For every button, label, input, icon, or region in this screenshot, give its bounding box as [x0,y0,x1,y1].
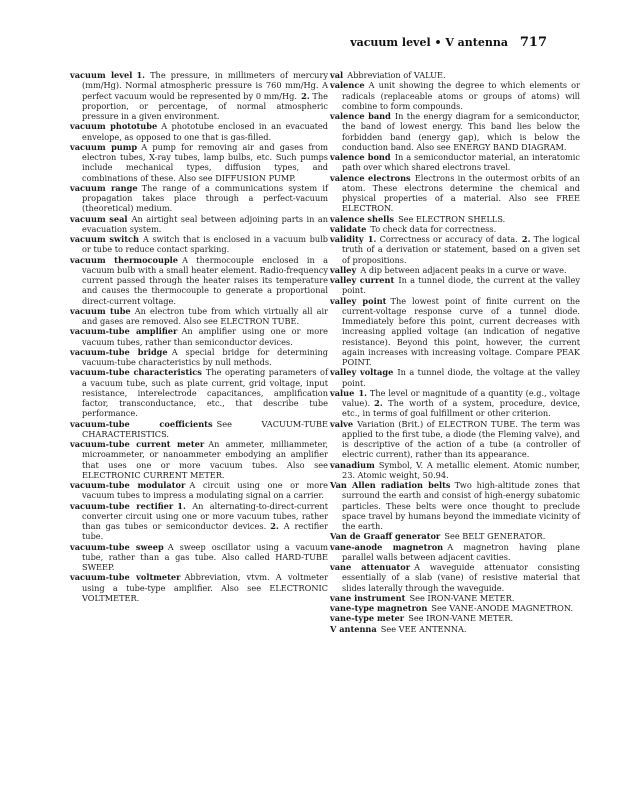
dictionary-entry [70,70,328,121]
sense-number: 1. [177,500,186,511]
entry-definition: A special bridge for determining vacuum-tube characteristics by null methods. [82,346,329,367]
entry-definition: A sweep oscillator using a vacuum tube, rather than a gas tube. Also called HARD-TUBE SWEEP. [82,541,328,572]
entry-term: valence electrons [330,172,411,183]
entry-definition: The level or magnitude of a quantity (e.g., voltage value). [342,387,581,408]
entry-definition: An airtight seal between adjoining parts in an evacuation system. [82,213,328,234]
entry-term: vacuum tube [70,305,131,316]
dictionary-entry [70,501,328,542]
dictionary-entry [330,265,580,275]
entry-definition: A waveguide attenuator consisting essentially of a slab (vane) of resistive material that slides laterally through the waveguide. [342,562,581,593]
dictionary-entry [330,613,580,623]
entry-term: vacuum seal [70,213,128,224]
entry-term: validity [330,234,364,244]
running-head-title: vacuum level • V antenna [350,36,509,49]
entry-term: vane-anode magnetron [330,541,444,552]
entry-term: vane attenuator [330,562,411,572]
entry-term: valve [330,418,354,429]
entry-definition: An electron tube from which virtually all air and gases are removed. Also see ELECTRON TUBE. [82,305,328,326]
dictionary-entry [330,152,580,173]
entry-term: vacuum-tube characteristics [70,367,202,378]
entry-definition: Symbol, V. A metallic element. Atomic number, 23. Atomic weight, 50.94. [342,459,580,480]
entry-definition: In a tunnel diode, the current at the valley point. [342,275,580,296]
entry-term: valley current [330,275,395,285]
entry-term: vacuum-tube bridge [70,346,168,357]
dictionary-entry [330,542,580,563]
entry-term: Van de Graaff generator [330,531,441,542]
entry-definition: The pressure, in millimeters of mercury (mm/Hg). Normal atmospheric pressure is 760 mm/Hg. A perfect vacuum would be represented by 0 mm/Hg. [82,70,328,101]
entry-definition: Correctness or accuracy of data. [379,234,518,244]
dictionary-entry [70,234,328,255]
dictionary-entry [330,224,580,234]
dictionary-entry [70,121,328,142]
entry-term: validate [330,223,367,234]
entry-definition: To check data for correctness. [370,223,497,234]
entry-definition: The operating parameters of a vacuum tube, such as plate current, grid voltage, input resistance, interelectrode capacitances, amplification factor, transconductance, etc., that describe tube performance. [82,367,328,419]
entry-definition: See ELECTRON SHELLS. [398,213,506,224]
entry-term: vanadium [330,459,375,470]
entry-definition: An alternating-to-direct-current converter circuit using one or more vacuum tubes, rather than gas tubes or semiconductor devices. [82,500,328,531]
entry-term: V antenna [330,623,377,634]
sense-number: 2. [301,90,310,101]
entry-term: value [330,387,355,398]
dictionary-entry [70,572,328,603]
entry-definition: See IRON-VANE METER. [409,592,515,603]
entry-definition: The range of a communications system if propagation takes place through a perfect-vacuum (theoretical) medium. [82,182,328,214]
entry-term: vacuum-tube voltmeter [70,572,181,583]
dictionary-entry [330,460,580,481]
dictionary-entry [330,603,580,613]
entry-definition: The lowest point of finite current on the current-voltage response curve of a tunnel diode. Immediately before this point, current decreases with increasing applied voltage (an indication of negative resistance). Beyond this point, however, the current again increases with increasing voltage. Compare PEAK POINT. [342,295,580,367]
entry-term: valence bond [330,152,391,162]
sense-number: 2. [521,234,531,244]
left-column [70,70,328,603]
page-number: 717 [519,35,547,50]
sense-number: 1. [136,70,145,80]
dictionary-entry [70,542,328,573]
entry-term: valence band [330,111,391,121]
entry-term: vacuum-tube amplifier [70,326,178,337]
dictionary-entry [70,255,328,306]
entry-definition: A switch that is enclosed in a vacuum bulb or tube to reduce contact sparking. [82,234,328,255]
entry-term: vacuum-tube modulator [70,480,186,490]
dictionary-entry [70,367,328,418]
entry-term: valley point [330,295,387,306]
entry-definition: See VACUUM-TUBE CHARACTERISTICS. [82,418,328,439]
entry-term: valence shells [330,213,394,224]
entry-definition: An ammeter, milliammeter, microammeter, or nanoammeter embodying an amplifier that uses one or more vacuum tubes. Also see ELECTRONIC CURRENT METER. [82,439,328,480]
entry-definition: In a tunnel diode, the voltage at the valley point. [342,367,580,388]
dictionary-entry [330,296,580,368]
dictionary-entry [330,70,580,80]
dictionary-entry [70,214,328,235]
entry-term: val [330,70,344,80]
running-head [350,35,547,50]
entry-term: vane instrument [330,592,406,603]
entry-definition: The worth of a system, procedure, device, etc., in terms of goal fulfillment or other criterion. [342,398,580,419]
entry-term: Van Allen radiation belts [330,480,451,490]
dictionary-entry [70,347,328,368]
dictionary-entry [70,306,328,327]
entry-definition: The logical truth of a derivation or statement, based on a given set of propositions. [342,234,580,265]
dictionary-entry [330,214,580,224]
dictionary-entry [70,142,328,183]
entry-definition: A magnetron having plane parallel walls between adjacent cavities. [342,541,580,562]
entry-term: vacuum-tube current meter [70,439,205,449]
sense-number: 1. [358,387,367,398]
dictionary-entry [330,562,580,593]
dictionary-entry [70,480,328,501]
entry-term: vacuum switch [70,234,139,244]
right-column [330,70,580,634]
entry-definition: Abbreviation, vtvm. A voltmeter using a tube-type amplifier. Also see ELECTRONIC VOLTMETER. [82,572,328,603]
entry-definition: The proportion, or percentage, of normal atmospheric pressure in a given environment. [82,90,328,121]
dictionary-entry [330,593,580,603]
entry-term: valley voltage [330,367,394,378]
entry-definition: A rectifier tube. [82,521,328,542]
entry-definition: In the energy diagram for a semiconductor, the band of lowest energy. This band lies below the forbidden band (energy gap), which is below the conduction band. Also see ENERGY BAND DIAGRAM. [342,111,580,152]
dictionary-entry [70,183,328,214]
entry-term: valence [330,80,365,91]
entry-term: vane-type magnetron [330,603,428,613]
dictionary-entry [330,234,580,265]
entry-definition: A circuit using one or more vacuum tubes to impress a modulating signal on a carrier. [82,480,328,501]
dictionary-entry [70,439,328,480]
dictionary-entry [330,275,580,296]
dictionary-entry [330,624,580,634]
entry-definition: Two high-altitude zones that surround the earth and consist of high-energy subatomic particles. These belts were once thought to preclude space travel by humans beyond the immediate vicinity of the earth. [342,480,580,531]
dictionary-entry [330,419,580,460]
entry-term: vacuum-tube coefficients [70,418,213,429]
entry-definition: See VEE ANTENNA. [380,623,467,634]
sense-number: 2. [270,521,279,531]
entry-definition: Variation (Brit.) of ELECTRON TUBE. The term was applied to the first tube, a diode (the Fleming valve), and is descriptive of the action of a tube (a controller of electric current), rather than its appearance. [342,418,580,460]
dictionary-entry [70,326,328,347]
entry-definition: Abbreviation of VALUE. [347,70,446,80]
entry-definition: See BELT GENERATOR. [444,531,546,542]
entry-term: vacuum level [70,70,133,80]
entry-term: valley [330,264,357,275]
entry-definition: A unit showing the degree to which elements or radicals (replaceable atoms or groups of atoms) will combine to form compounds. [342,80,580,111]
dictionary-entry [330,367,580,388]
entry-term: vacuum phototube [70,121,158,132]
dictionary-entry [70,419,328,440]
entry-term: vane-type meter [330,613,405,624]
dictionary-entry [330,173,580,214]
entry-term: vacuum pump [70,141,138,152]
entry-definition: A thermocouple enclosed in a vacuum bulb with a small heater element. Radio-frequency current passed through the heater raises its temperature and causes the thermocouple to generate a proportional direct-current voltage. [82,254,328,306]
sense-number: 1. [367,234,377,244]
dictionary-entry [330,531,580,541]
sense-number: 2. [374,398,383,408]
dictionary-entry [330,388,580,419]
entry-definition: A pump for removing air and gases from electron tubes, X-ray tubes, lamp bulbs, etc. Such pumps include mechanical types, diffusion types, and combinations of these. Also see DIFFUSION PUMP. [82,141,328,183]
entry-term: vacuum-tube sweep [70,541,164,552]
entry-term: vacuum thermocouple [70,254,178,265]
entry-term: vacuum-tube rectifier [70,500,174,511]
entry-definition: In a semiconductor material, an interatomic path over which shared electrons travel. [342,152,580,173]
dictionary-entry [330,80,580,111]
entry-definition: See VANE-ANODE MAGNETRON. [431,603,574,613]
entry-definition: A dip between adjacent peaks in a curve or wave. [360,264,567,275]
dictionary-entry [330,480,580,531]
entry-definition: See IRON-VANE METER. [408,613,514,624]
entry-definition: A phototube enclosed in an evacuated envelope, as opposed to one that is gas-filled. [82,121,328,142]
dictionary-entry [330,111,580,152]
entry-definition: Electrons in the outermost orbits of an atom. These electrons determine the chemical and physical properties of a material. Also see FREE ELECTRON. [342,172,580,214]
entry-term: vacuum range [70,182,138,193]
entry-definition: An amplifier using one or more vacuum tubes, rather than semiconductor devices. [82,326,328,347]
